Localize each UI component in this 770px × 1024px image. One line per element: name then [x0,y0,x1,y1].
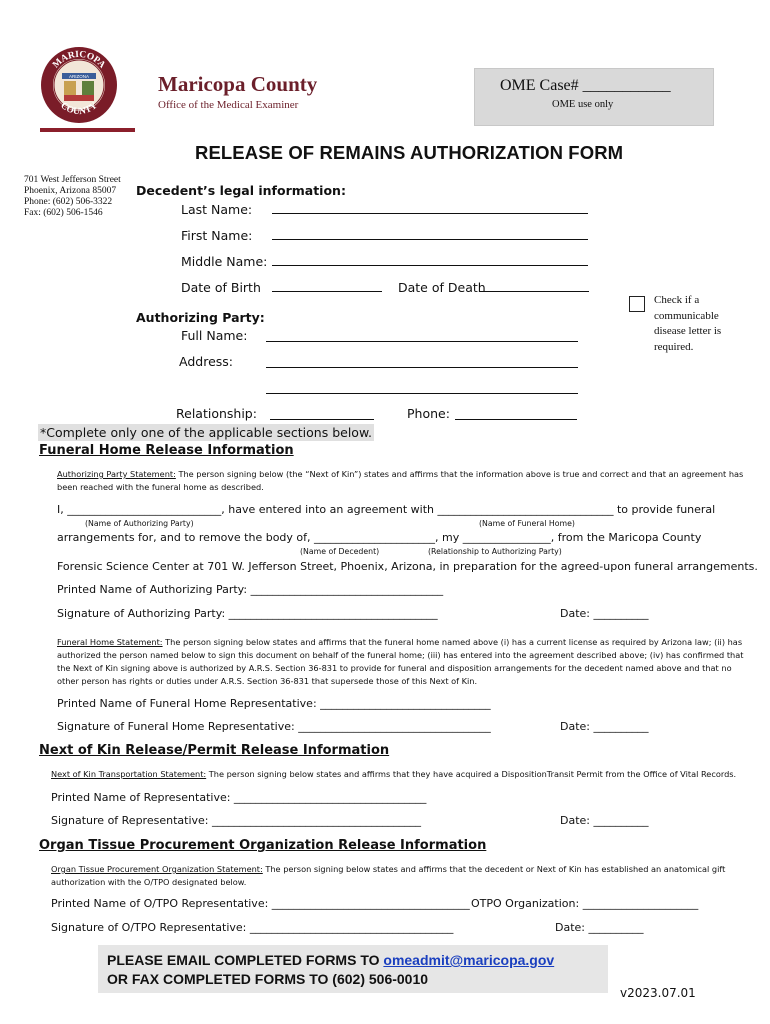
instruction-note: *Complete only one of the applicable sections below. [40,425,373,440]
footer-email-prefix: PLEASE EMAIL COMPLETED FORMS TO [107,952,384,968]
nok-transport-statement [51,768,751,781]
agreement-line-1: I, ____________________________, have entered into an agreement with ________________________________ to provide funeral [57,503,716,516]
fax-line: Fax: (602) 506-1546 [24,208,103,218]
date-otpo-rep[interactable]: Date: __________ [555,921,644,934]
org-name: Maricopa County [158,72,318,96]
ome-use-only-label: OME use only [552,99,614,110]
nok-statement-label: Next of Kin Transportation Statement: [51,769,207,779]
relationship-field[interactable] [270,419,374,420]
middle-name-field[interactable] [272,265,588,266]
signature-otpo-rep[interactable]: Signature of O/TPO Representative: _____________________________________ [51,921,454,934]
authorizing-party-statement-label: Authorizing Party Statement: [57,469,176,479]
form-title: RELEASE OF REMAINS AUTHORIZATION FORM [195,142,624,163]
phone-field[interactable] [455,419,577,420]
next-of-kin-heading: Next of Kin Release/Permit Release Information [39,743,390,758]
agreement-line-3: Forensic Science Center at 701 W. Jefferson Street, Phoenix, Arizona, in preparation for the agreed-upon funeral arrangements. [57,560,758,573]
email-link[interactable]: omeadmit@maricopa.gov [383,952,555,968]
first-name-field[interactable] [272,239,588,240]
funeral-home-statement [57,636,747,688]
printed-name-authorizing-party[interactable]: Printed Name of Authorizing Party: ___________________________________ [57,583,444,596]
form-version: v2023.07.01 [620,986,696,1000]
middle-name-label: Middle Name: [181,254,268,269]
full-name-field[interactable] [266,341,578,342]
date-nok-rep[interactable]: Date: __________ [560,814,649,827]
signature-funeral-rep[interactable]: Signature of Funeral Home Representative: ___________________________________ [57,720,491,733]
date-authorizing-party[interactable]: Date: __________ [560,607,649,620]
address-line-2: Phoenix, Arizona 85007 [24,186,117,196]
funeral-home-statement-label: Funeral Home Statement: [57,637,163,647]
signature-nok-rep[interactable]: Signature of Representative: ______________________________________ [51,814,421,827]
otpo-organization[interactable]: OTPO Organization: _____________________ [471,897,699,910]
county-seal-logo [40,46,118,124]
last-name-field[interactable] [272,213,588,214]
org-subtitle: Office of the Medical Examiner [158,99,299,111]
dob-label: Date of Birth [181,280,261,295]
caption-relationship: (Relationship to Authorizing Party) [428,547,562,556]
otpo-statement-label: Organ Tissue Procurement Organization Statement: [51,864,263,874]
address-field-2[interactable] [266,393,578,394]
footer-fax-line: OR FAX COMPLETED FORMS TO (602) 506-0010 [107,971,429,987]
printed-name-nok-rep[interactable]: Printed Name of Representative: ___________________________________ [51,791,427,804]
communicable-disease-checkbox[interactable] [629,296,645,312]
seal-top-text: MARICOPA [51,49,107,71]
dob-field[interactable] [272,291,382,292]
address-line-1: 701 West Jefferson Street [24,175,121,185]
dod-field[interactable] [480,291,589,292]
seal-bottom-text: COUNTY [58,100,100,118]
caption-decedent: (Name of Decedent) [300,547,380,556]
communicable-disease-label: Check if a communicable disease letter is required. [654,294,722,353]
printed-name-otpo-rep[interactable]: Printed Name of O/TPO Representative: ____________________________________ [51,897,470,910]
otpo-statement [51,863,751,889]
authorizing-party-statement-text: The person signing below (the “Next of Kin”) states and affirms that the information above is true and correct and that an agreement has been reached with the funeral home as described. [57,469,744,492]
last-name-label: Last Name: [181,202,253,217]
printed-name-funeral-rep[interactable]: Printed Name of Funeral Home Representative: _______________________________ [57,697,491,710]
agreement-line-2: arrangements for, and to remove the body of, ______________________, my ________________, from the Maricopa County [57,531,702,544]
caption-funeral-home: (Name of Funeral Home) [479,519,575,528]
header-accent-rule [40,128,135,132]
otpo-heading: Organ Tissue Procurement Organization Release Information [39,838,487,853]
authorizing-party-heading: Authorizing Party: [136,310,265,325]
first-name-label: First Name: [181,228,253,243]
address-label: Address: [179,354,233,369]
decedent-heading: Decedent’s legal information: [136,183,346,198]
relationship-label: Relationship: [176,406,257,421]
footer-email-line [107,952,554,968]
phone-label: Phone: [407,406,450,421]
nok-statement-text: The person signing below states and affirms that they have acquired a DispositionTransit Permit from the Office of Vital Records. [206,769,737,779]
funeral-home-statement-text: The person signing below states and affirms that the funeral home named above (i) has a current license as required by Arizona law; (ii) has authorized the person named below to sign this document on behalf of the funeral home; (iii) has entered into the agreement described above; (iv) has confirmed that the Next of Kin signing above is authorized by A.R.S. Section 36-831 to provide for funeral and disposition arrangements for the decedent named above and that no other person has rights or duties under A.R.S. Section 36-831 that supersede those of this Next of Kin. [57,637,744,686]
phone-line: Phone: (602) 506-3322 [24,197,113,207]
address-field-1[interactable] [266,367,578,368]
dod-label: Date of Death [398,280,486,295]
caption-authorizing-party: (Name of Authorizing Party) [85,519,194,528]
otpo-statement-text: The person signing below states and affirms that the decedent or Next of Kin has established an anatomical gift authorization with the O/TPO designated below. [51,864,726,887]
full-name-label: Full Name: [181,328,248,343]
seal-state-text: ARIZONA [68,74,90,79]
signature-authorizing-party[interactable]: Signature of Authorizing Party: ______________________________________ [57,607,438,620]
funeral-home-heading: Funeral Home Release Information [39,443,294,458]
date-funeral-rep[interactable]: Date: __________ [560,720,649,733]
ome-case-label: OME Case# ___________ [500,77,671,94]
authorizing-party-statement [57,468,747,494]
